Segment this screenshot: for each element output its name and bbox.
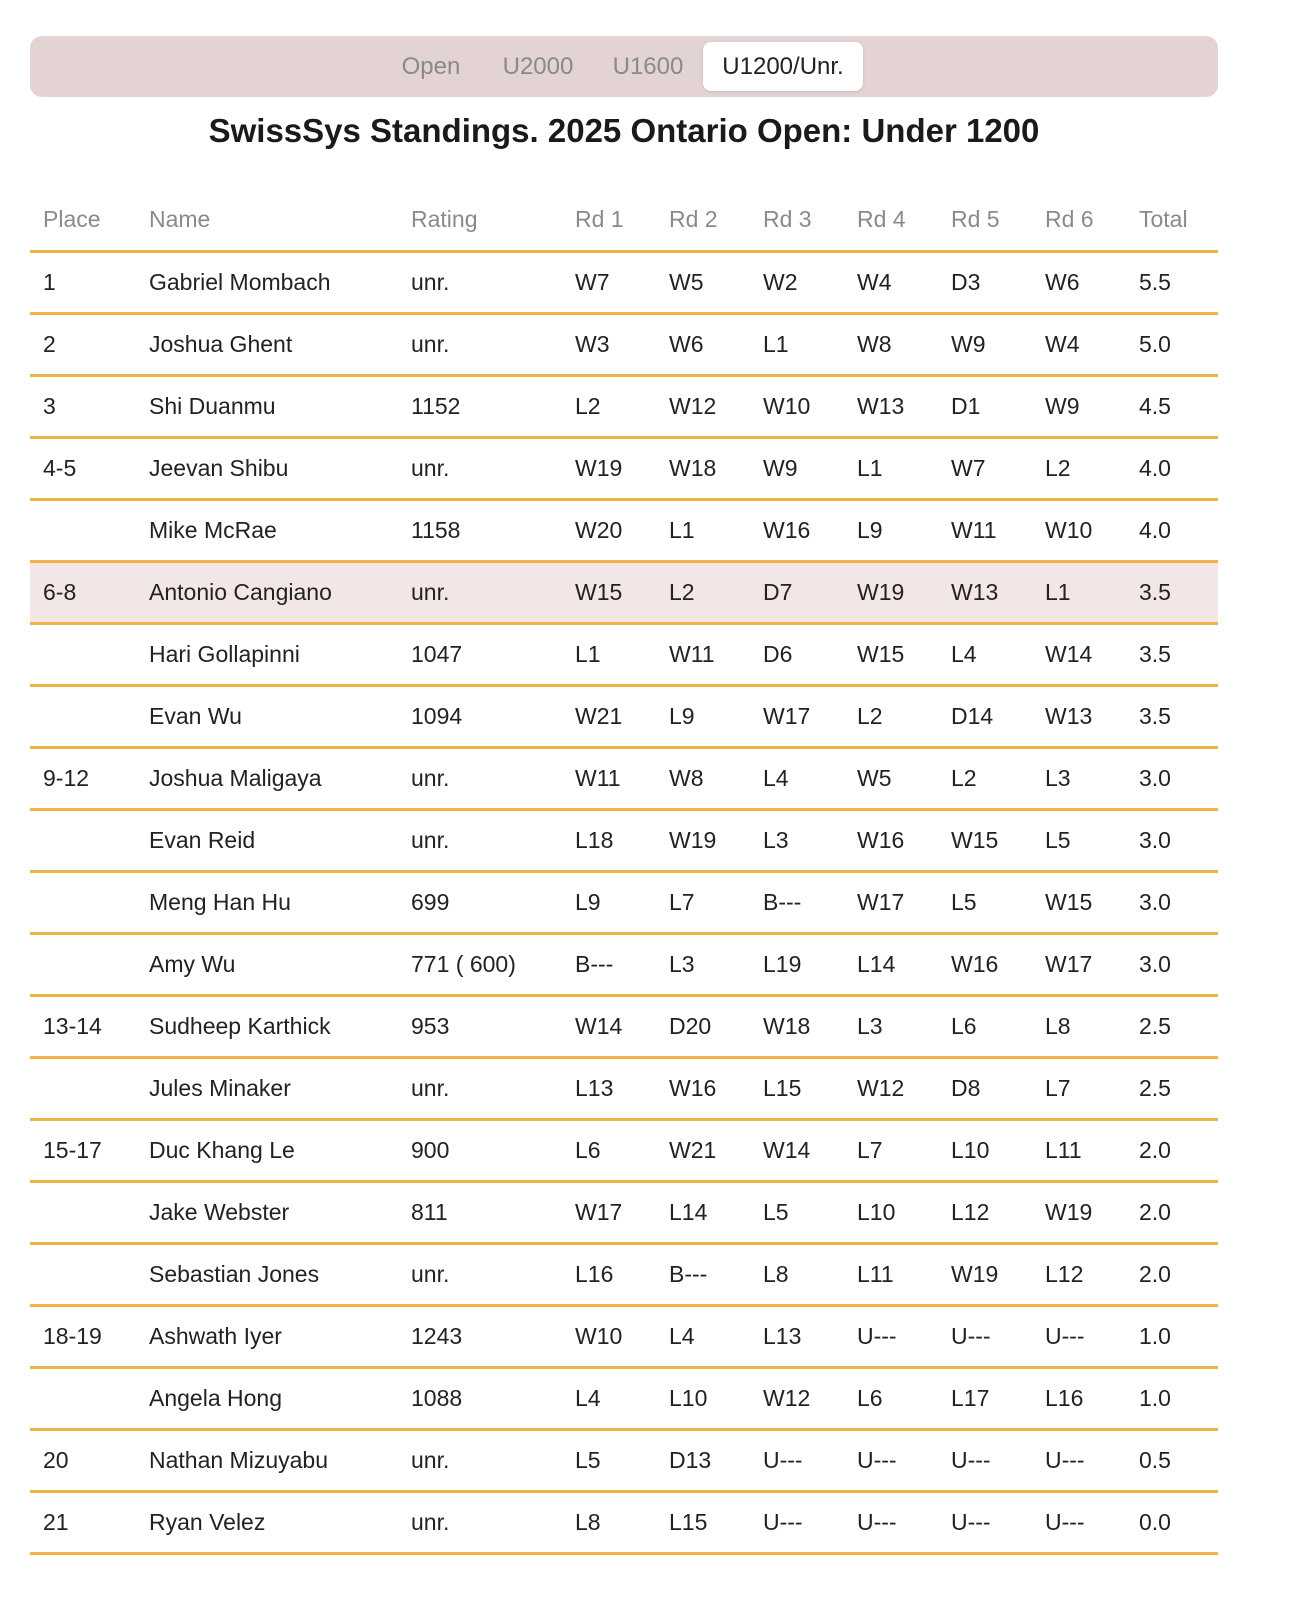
column-header-rd6: Rd 6 bbox=[1032, 188, 1126, 252]
round-5-result-cell: W11 bbox=[938, 500, 1032, 562]
round-4-result-cell: U--- bbox=[844, 1306, 938, 1368]
round-2-result-cell: L4 bbox=[656, 1306, 750, 1368]
total-score-cell: 3.0 bbox=[1126, 934, 1218, 996]
round-4-result-cell: L9 bbox=[844, 500, 938, 562]
table-row bbox=[30, 1120, 1218, 1182]
round-4-result-cell: W12 bbox=[844, 1058, 938, 1120]
round-4-result-cell: L2 bbox=[844, 686, 938, 748]
column-header-rd1: Rd 1 bbox=[562, 188, 656, 252]
player-name-cell: Evan Reid bbox=[136, 810, 398, 872]
round-1-result-cell: L13 bbox=[562, 1058, 656, 1120]
round-4-result-cell: W15 bbox=[844, 624, 938, 686]
round-5-result-cell: D14 bbox=[938, 686, 1032, 748]
tab-u2000[interactable]: U2000 bbox=[502, 53, 574, 80]
round-3-result-cell: L1 bbox=[750, 314, 844, 376]
round-2-result-cell: D20 bbox=[656, 996, 750, 1058]
round-6-result-cell: W13 bbox=[1032, 686, 1126, 748]
tab-u1200-unr[interactable]: U1200/Unr. bbox=[703, 42, 863, 91]
round-1-result-cell: W14 bbox=[562, 996, 656, 1058]
table-row bbox=[30, 252, 1218, 314]
round-1-result-cell: W15 bbox=[562, 562, 656, 624]
round-2-result-cell: W11 bbox=[656, 624, 750, 686]
total-score-cell: 1.0 bbox=[1126, 1368, 1218, 1430]
round-3-result-cell: W17 bbox=[750, 686, 844, 748]
rating-cell: 1243 bbox=[398, 1306, 562, 1368]
round-3-result-cell: B--- bbox=[750, 872, 844, 934]
round-6-result-cell: L5 bbox=[1032, 810, 1126, 872]
round-4-result-cell: W5 bbox=[844, 748, 938, 810]
table-row bbox=[30, 1058, 1218, 1120]
round-6-result-cell: W6 bbox=[1032, 252, 1126, 314]
round-2-result-cell: L10 bbox=[656, 1368, 750, 1430]
column-header-rd4: Rd 4 bbox=[844, 188, 938, 252]
standings-body bbox=[30, 252, 1218, 1554]
round-2-result-cell: W8 bbox=[656, 748, 750, 810]
place-cell: 1 bbox=[30, 252, 136, 314]
total-score-cell: 3.5 bbox=[1126, 624, 1218, 686]
place-cell bbox=[30, 624, 136, 686]
rating-cell: 953 bbox=[398, 996, 562, 1058]
round-4-result-cell: U--- bbox=[844, 1430, 938, 1492]
table-row bbox=[30, 624, 1218, 686]
player-name-cell: Joshua Maligaya bbox=[136, 748, 398, 810]
round-1-result-cell: W20 bbox=[562, 500, 656, 562]
rating-cell: unr. bbox=[398, 314, 562, 376]
round-4-result-cell: W17 bbox=[844, 872, 938, 934]
table-row bbox=[30, 686, 1218, 748]
rating-cell: 771 ( 600) bbox=[398, 934, 562, 996]
round-4-result-cell: W16 bbox=[844, 810, 938, 872]
round-2-result-cell: W21 bbox=[656, 1120, 750, 1182]
player-name-cell: Mike McRae bbox=[136, 500, 398, 562]
round-1-result-cell: W11 bbox=[562, 748, 656, 810]
round-5-result-cell: L17 bbox=[938, 1368, 1032, 1430]
rating-cell: 1094 bbox=[398, 686, 562, 748]
player-name-cell: Sudheep Karthick bbox=[136, 996, 398, 1058]
column-header-rd5: Rd 5 bbox=[938, 188, 1032, 252]
round-6-result-cell: W17 bbox=[1032, 934, 1126, 996]
round-1-result-cell: L9 bbox=[562, 872, 656, 934]
round-5-result-cell: L5 bbox=[938, 872, 1032, 934]
total-score-cell: 5.5 bbox=[1126, 252, 1218, 314]
rating-cell: unr. bbox=[398, 562, 562, 624]
place-cell: 9-12 bbox=[30, 748, 136, 810]
round-3-result-cell: L15 bbox=[750, 1058, 844, 1120]
table-row bbox=[30, 1244, 1218, 1306]
place-cell bbox=[30, 1182, 136, 1244]
round-1-result-cell: L5 bbox=[562, 1430, 656, 1492]
round-5-result-cell: L4 bbox=[938, 624, 1032, 686]
round-5-result-cell: L12 bbox=[938, 1182, 1032, 1244]
player-name-cell: Sebastian Jones bbox=[136, 1244, 398, 1306]
header-row bbox=[30, 188, 1218, 252]
rating-cell: 900 bbox=[398, 1120, 562, 1182]
place-cell: 15-17 bbox=[30, 1120, 136, 1182]
round-2-result-cell: W18 bbox=[656, 438, 750, 500]
round-3-result-cell: D6 bbox=[750, 624, 844, 686]
round-5-result-cell: L2 bbox=[938, 748, 1032, 810]
total-score-cell: 1.0 bbox=[1126, 1306, 1218, 1368]
round-1-result-cell: B--- bbox=[562, 934, 656, 996]
column-header-place: Place bbox=[30, 188, 136, 252]
place-cell bbox=[30, 1058, 136, 1120]
round-2-result-cell: L7 bbox=[656, 872, 750, 934]
total-score-cell: 3.0 bbox=[1126, 872, 1218, 934]
round-2-result-cell: L14 bbox=[656, 1182, 750, 1244]
round-6-result-cell: L8 bbox=[1032, 996, 1126, 1058]
place-cell: 21 bbox=[30, 1492, 136, 1554]
round-3-result-cell: W18 bbox=[750, 996, 844, 1058]
round-6-result-cell: W9 bbox=[1032, 376, 1126, 438]
round-6-result-cell: W14 bbox=[1032, 624, 1126, 686]
round-1-result-cell: W21 bbox=[562, 686, 656, 748]
round-3-result-cell: L5 bbox=[750, 1182, 844, 1244]
place-cell bbox=[30, 810, 136, 872]
total-score-cell: 2.5 bbox=[1126, 1058, 1218, 1120]
round-6-result-cell: L16 bbox=[1032, 1368, 1126, 1430]
table-row bbox=[30, 1306, 1218, 1368]
round-6-result-cell: U--- bbox=[1032, 1430, 1126, 1492]
rating-cell: unr. bbox=[398, 1492, 562, 1554]
place-cell: 6-8 bbox=[30, 562, 136, 624]
player-name-cell: Jeevan Shibu bbox=[136, 438, 398, 500]
round-2-result-cell: L3 bbox=[656, 934, 750, 996]
table-row bbox=[30, 1368, 1218, 1430]
total-score-cell: 2.0 bbox=[1126, 1244, 1218, 1306]
round-4-result-cell: L14 bbox=[844, 934, 938, 996]
player-name-cell: Joshua Ghent bbox=[136, 314, 398, 376]
rating-cell: 699 bbox=[398, 872, 562, 934]
round-6-result-cell: L11 bbox=[1032, 1120, 1126, 1182]
total-score-cell: 0.0 bbox=[1126, 1492, 1218, 1554]
table-row bbox=[30, 1430, 1218, 1492]
round-2-result-cell: W16 bbox=[656, 1058, 750, 1120]
place-cell: 3 bbox=[30, 376, 136, 438]
round-6-result-cell: L3 bbox=[1032, 748, 1126, 810]
round-1-result-cell: L2 bbox=[562, 376, 656, 438]
round-2-result-cell: W6 bbox=[656, 314, 750, 376]
round-1-result-cell: W10 bbox=[562, 1306, 656, 1368]
round-2-result-cell: W12 bbox=[656, 376, 750, 438]
rating-cell: 1158 bbox=[398, 500, 562, 562]
round-5-result-cell: W9 bbox=[938, 314, 1032, 376]
round-5-result-cell: U--- bbox=[938, 1492, 1032, 1554]
round-4-result-cell: L11 bbox=[844, 1244, 938, 1306]
round-5-result-cell: U--- bbox=[938, 1306, 1032, 1368]
round-5-result-cell: D3 bbox=[938, 252, 1032, 314]
round-6-result-cell: W19 bbox=[1032, 1182, 1126, 1244]
place-cell bbox=[30, 1368, 136, 1430]
total-score-cell: 3.5 bbox=[1126, 686, 1218, 748]
round-4-result-cell: L3 bbox=[844, 996, 938, 1058]
total-score-cell: 4.0 bbox=[1126, 500, 1218, 562]
round-6-result-cell: U--- bbox=[1032, 1492, 1126, 1554]
rating-cell: 1152 bbox=[398, 376, 562, 438]
round-2-result-cell: L2 bbox=[656, 562, 750, 624]
player-name-cell: Hari Gollapinni bbox=[136, 624, 398, 686]
player-name-cell: Amy Wu bbox=[136, 934, 398, 996]
place-cell: 4-5 bbox=[30, 438, 136, 500]
column-header-rating: Rating bbox=[398, 188, 562, 252]
rating-cell: unr. bbox=[398, 1430, 562, 1492]
rating-cell: 811 bbox=[398, 1182, 562, 1244]
table-row bbox=[30, 376, 1218, 438]
player-name-cell: Ryan Velez bbox=[136, 1492, 398, 1554]
round-5-result-cell: W7 bbox=[938, 438, 1032, 500]
place-cell bbox=[30, 872, 136, 934]
round-1-result-cell: L6 bbox=[562, 1120, 656, 1182]
round-1-result-cell: W7 bbox=[562, 252, 656, 314]
place-cell: 18-19 bbox=[30, 1306, 136, 1368]
round-2-result-cell: L1 bbox=[656, 500, 750, 562]
round-1-result-cell: L4 bbox=[562, 1368, 656, 1430]
round-3-result-cell: U--- bbox=[750, 1492, 844, 1554]
tab-open[interactable]: Open bbox=[401, 53, 461, 80]
round-4-result-cell: L6 bbox=[844, 1368, 938, 1430]
round-4-result-cell: W13 bbox=[844, 376, 938, 438]
round-6-result-cell: L7 bbox=[1032, 1058, 1126, 1120]
round-3-result-cell: D7 bbox=[750, 562, 844, 624]
round-3-result-cell: W16 bbox=[750, 500, 844, 562]
table-row bbox=[30, 500, 1218, 562]
round-3-result-cell: W9 bbox=[750, 438, 844, 500]
round-2-result-cell: W19 bbox=[656, 810, 750, 872]
table-row bbox=[30, 810, 1218, 872]
rating-cell: unr. bbox=[398, 438, 562, 500]
total-score-cell: 4.5 bbox=[1126, 376, 1218, 438]
column-header-total: Total bbox=[1126, 188, 1218, 252]
place-cell bbox=[30, 934, 136, 996]
round-4-result-cell: W19 bbox=[844, 562, 938, 624]
place-cell: 20 bbox=[30, 1430, 136, 1492]
round-3-result-cell: L8 bbox=[750, 1244, 844, 1306]
round-1-result-cell: L8 bbox=[562, 1492, 656, 1554]
rating-cell: unr. bbox=[398, 1244, 562, 1306]
place-cell: 2 bbox=[30, 314, 136, 376]
round-2-result-cell: W5 bbox=[656, 252, 750, 314]
round-6-result-cell: W10 bbox=[1032, 500, 1126, 562]
player-name-cell: Shi Duanmu bbox=[136, 376, 398, 438]
total-score-cell: 2.0 bbox=[1126, 1120, 1218, 1182]
section-tabs bbox=[30, 36, 1218, 97]
round-1-result-cell: W17 bbox=[562, 1182, 656, 1244]
rating-cell: unr. bbox=[398, 1058, 562, 1120]
place-cell bbox=[30, 686, 136, 748]
table-row bbox=[30, 1182, 1218, 1244]
player-name-cell: Evan Wu bbox=[136, 686, 398, 748]
player-name-cell: Gabriel Mombach bbox=[136, 252, 398, 314]
player-name-cell: Duc Khang Le bbox=[136, 1120, 398, 1182]
round-6-result-cell: L12 bbox=[1032, 1244, 1126, 1306]
round-3-result-cell: U--- bbox=[750, 1430, 844, 1492]
round-2-result-cell: D13 bbox=[656, 1430, 750, 1492]
table-row bbox=[30, 438, 1218, 500]
round-2-result-cell: L15 bbox=[656, 1492, 750, 1554]
table-row bbox=[30, 562, 1218, 624]
rating-cell: unr. bbox=[398, 810, 562, 872]
total-score-cell: 2.5 bbox=[1126, 996, 1218, 1058]
round-3-result-cell: W2 bbox=[750, 252, 844, 314]
total-score-cell: 4.0 bbox=[1126, 438, 1218, 500]
round-6-result-cell: W15 bbox=[1032, 872, 1126, 934]
place-cell bbox=[30, 1244, 136, 1306]
round-5-result-cell: L6 bbox=[938, 996, 1032, 1058]
round-1-result-cell: L1 bbox=[562, 624, 656, 686]
round-1-result-cell: W3 bbox=[562, 314, 656, 376]
round-4-result-cell: L10 bbox=[844, 1182, 938, 1244]
column-header-rd3: Rd 3 bbox=[750, 188, 844, 252]
round-1-result-cell: W19 bbox=[562, 438, 656, 500]
round-5-result-cell: D1 bbox=[938, 376, 1032, 438]
round-6-result-cell: L1 bbox=[1032, 562, 1126, 624]
round-3-result-cell: W14 bbox=[750, 1120, 844, 1182]
round-6-result-cell: U--- bbox=[1032, 1306, 1126, 1368]
round-5-result-cell: U--- bbox=[938, 1430, 1032, 1492]
player-name-cell: Meng Han Hu bbox=[136, 872, 398, 934]
table-row bbox=[30, 1492, 1218, 1554]
table-row bbox=[30, 314, 1218, 376]
round-6-result-cell: W4 bbox=[1032, 314, 1126, 376]
total-score-cell: 5.0 bbox=[1126, 314, 1218, 376]
table-row bbox=[30, 996, 1218, 1058]
rating-cell: unr. bbox=[398, 252, 562, 314]
column-header-rd2: Rd 2 bbox=[656, 188, 750, 252]
tab-u1600[interactable]: U1600 bbox=[612, 53, 684, 80]
table-row bbox=[30, 872, 1218, 934]
total-score-cell: 3.0 bbox=[1126, 810, 1218, 872]
total-score-cell: 0.5 bbox=[1126, 1430, 1218, 1492]
table-row bbox=[30, 748, 1218, 810]
round-5-result-cell: D8 bbox=[938, 1058, 1032, 1120]
round-1-result-cell: L18 bbox=[562, 810, 656, 872]
total-score-cell: 2.0 bbox=[1126, 1182, 1218, 1244]
round-2-result-cell: B--- bbox=[656, 1244, 750, 1306]
rating-cell: unr. bbox=[398, 748, 562, 810]
round-4-result-cell: W8 bbox=[844, 314, 938, 376]
round-5-result-cell: W19 bbox=[938, 1244, 1032, 1306]
round-4-result-cell: W4 bbox=[844, 252, 938, 314]
round-3-result-cell: W12 bbox=[750, 1368, 844, 1430]
round-2-result-cell: L9 bbox=[656, 686, 750, 748]
rating-cell: 1088 bbox=[398, 1368, 562, 1430]
round-4-result-cell: L1 bbox=[844, 438, 938, 500]
round-3-result-cell: L4 bbox=[750, 748, 844, 810]
column-header-name: Name bbox=[136, 188, 398, 252]
round-4-result-cell: L7 bbox=[844, 1120, 938, 1182]
player-name-cell: Angela Hong bbox=[136, 1368, 398, 1430]
round-5-result-cell: W15 bbox=[938, 810, 1032, 872]
round-5-result-cell: L10 bbox=[938, 1120, 1032, 1182]
table-row bbox=[30, 934, 1218, 996]
round-3-result-cell: W10 bbox=[750, 376, 844, 438]
total-score-cell: 3.5 bbox=[1126, 562, 1218, 624]
round-6-result-cell: L2 bbox=[1032, 438, 1126, 500]
player-name-cell: Nathan Mizuyabu bbox=[136, 1430, 398, 1492]
player-name-cell: Jake Webster bbox=[136, 1182, 398, 1244]
round-3-result-cell: L3 bbox=[750, 810, 844, 872]
round-5-result-cell: W13 bbox=[938, 562, 1032, 624]
standings-table bbox=[30, 188, 1218, 1555]
player-name-cell: Ashwath Iyer bbox=[136, 1306, 398, 1368]
player-name-cell: Jules Minaker bbox=[136, 1058, 398, 1120]
round-5-result-cell: W16 bbox=[938, 934, 1032, 996]
round-4-result-cell: U--- bbox=[844, 1492, 938, 1554]
place-cell: 13-14 bbox=[30, 996, 136, 1058]
round-1-result-cell: L16 bbox=[562, 1244, 656, 1306]
player-name-cell: Antonio Cangiano bbox=[136, 562, 398, 624]
place-cell bbox=[30, 500, 136, 562]
total-score-cell: 3.0 bbox=[1126, 748, 1218, 810]
round-3-result-cell: L19 bbox=[750, 934, 844, 996]
round-3-result-cell: L13 bbox=[750, 1306, 844, 1368]
rating-cell: 1047 bbox=[398, 624, 562, 686]
page-title: SwissSys Standings. 2025 Ontario Open: Under 1200 bbox=[208, 112, 1040, 149]
